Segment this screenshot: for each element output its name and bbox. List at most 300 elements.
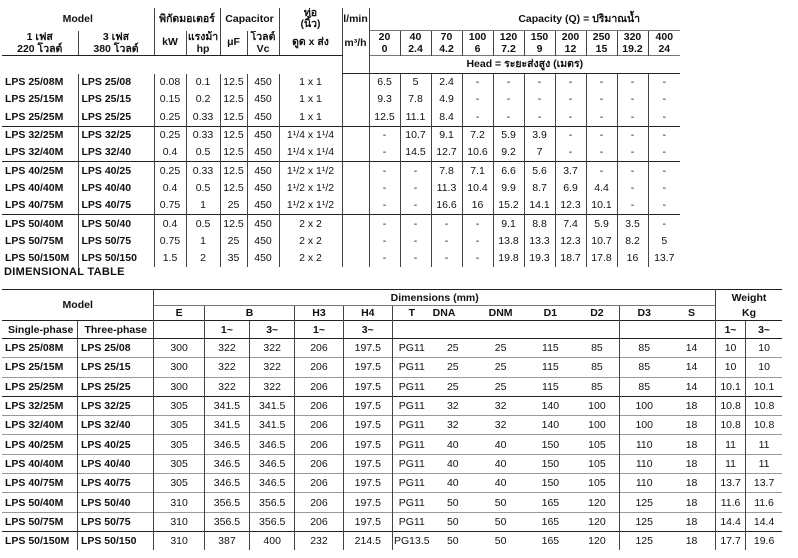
vc-value: 450 (247, 215, 279, 233)
dim-dna-value: 32 (446, 419, 459, 432)
dim-h3-value: 206 (295, 474, 343, 493)
head-value: 3.9 (524, 126, 555, 144)
head-value: - (648, 91, 680, 108)
dim-t-sub (392, 321, 430, 339)
head-value: 10.4 (462, 180, 493, 197)
model-3phase: LPS 25/25 (78, 109, 154, 127)
uf-value: 35 (220, 250, 247, 267)
dim-d3-value: 125 (620, 493, 668, 512)
head-value: - (493, 91, 524, 108)
dim-s-value: 18 (668, 531, 715, 550)
dim-d3-value: 100 (620, 416, 668, 435)
uf-value: 12.5 (220, 215, 247, 233)
head-value: - (586, 74, 617, 92)
table-row (2, 233, 680, 250)
head-value: 18.7 (555, 250, 586, 267)
dim-three-phase-header: Three-phase (77, 321, 153, 339)
head-value: - (493, 109, 524, 127)
head-value: - (369, 126, 400, 144)
hp-value: 1 (186, 233, 220, 250)
dim-d2-value: 120 (588, 496, 606, 509)
model-single-phase: LPS 32/40M (5, 419, 64, 432)
model-1phase: LPS 32/25M (2, 126, 78, 144)
dim-dnm-value: 40 (494, 457, 507, 470)
dim-h3-value: 206 (295, 339, 343, 358)
head-value: - (617, 126, 648, 144)
dim-d2-sub (575, 321, 620, 339)
dim-s-value: 18 (685, 515, 698, 528)
dim-h3-value: 232 (295, 531, 343, 550)
model-3phase: LPS 50/150 (78, 250, 154, 267)
dim-w1-value: 13.7 (715, 474, 745, 493)
kw-value: 0.25 (154, 126, 186, 144)
table-row (2, 377, 782, 396)
dim-b1-sub: 1~ (204, 321, 249, 339)
head-value: 19.3 (524, 250, 555, 267)
hp-value: 0.33 (186, 162, 220, 180)
perf-kw-header: kW (154, 31, 186, 56)
dim-dnm-sub (475, 321, 526, 339)
dim-d2-value: 120 (575, 531, 620, 550)
dim-e-sub (154, 321, 204, 339)
model-3phase: LPS 25/15 (78, 91, 154, 108)
vc-value: 450 (247, 250, 279, 267)
head-value: 19.8 (493, 250, 524, 267)
dim-h3-value: 206 (295, 396, 343, 415)
dim-d1-value: 140 (526, 396, 574, 415)
model-1phase: LPS 25/25M (5, 110, 64, 123)
dim-header-row-3 (2, 321, 782, 339)
dim-dna-value: 40 (446, 457, 459, 470)
table-row (2, 512, 782, 531)
model-3phase: LPS 50/75 (78, 233, 154, 250)
kw-value: 0.15 (154, 91, 186, 108)
flow-gap-cell (342, 250, 369, 267)
dim-col-h3: H3 (295, 306, 343, 321)
dim-header-row-1 (2, 290, 782, 306)
dim-d2-value: 105 (588, 438, 606, 451)
head-value: 10.7 (586, 233, 617, 250)
dim-d1-value: 140 (541, 419, 560, 432)
head-value: - (648, 180, 680, 197)
dim-col-d1: D1 (526, 306, 574, 321)
table-row (2, 180, 680, 197)
dim-e-value: 300 (154, 358, 204, 377)
dim-col-h4: H4 (343, 306, 392, 321)
kw-value: 0.25 (154, 162, 186, 180)
table-row (2, 126, 680, 144)
dim-t-value: PG11 (392, 512, 430, 531)
perf-model-header: Model (62, 12, 93, 25)
model-three-phase: LPS 32/25 (77, 396, 153, 415)
model-single-phase: LPS 50/75M (5, 515, 64, 528)
dim-dna-value: 50 (431, 531, 475, 550)
head-value: - (369, 215, 400, 233)
dim-w3-value: 10.1 (746, 377, 782, 396)
dim-s-value: 18 (685, 496, 698, 509)
dim-h4-value: 197.5 (343, 454, 392, 473)
table-row (2, 493, 782, 512)
head-value: - (555, 109, 586, 127)
model-three-phase: LPS 25/25 (77, 377, 153, 396)
perf-flow-col-2: 70 4.2 (431, 31, 462, 56)
hp-value: 2 (186, 250, 220, 267)
model-single-phase: LPS 25/25M (5, 380, 64, 393)
flow-gap-cell (342, 197, 369, 215)
perf-motor-header: พิกัดมอเตอร์ (154, 8, 220, 31)
head-value: - (431, 215, 462, 233)
dim-dnm-value: 50 (494, 496, 507, 509)
head-value: - (462, 91, 493, 108)
head-value: - (369, 162, 400, 180)
table-row (2, 144, 680, 162)
dim-t-value: PG11 (392, 493, 430, 512)
dim-e-value: 300 (154, 377, 204, 396)
model-single-phase: LPS 32/25M (2, 396, 77, 415)
head-value: - (648, 215, 680, 233)
dim-b3-value: 341.5 (250, 396, 295, 415)
dim-b1-value: 346.5 (204, 474, 249, 493)
head-value: 14.1 (524, 197, 555, 215)
head-value: 4.4 (586, 180, 617, 197)
dim-d2-value: 100 (588, 419, 606, 432)
dim-w3-value: 14.4 (746, 512, 782, 531)
hp-value: 0.5 (186, 215, 220, 233)
pipe-value: 1¹/4 x 1¹/4 (279, 126, 342, 144)
perf-header-row-2 (2, 31, 680, 56)
model-3phase: LPS 40/25 (78, 162, 154, 180)
dim-w1-value: 14.4 (715, 512, 745, 531)
dim-d2-value: 85 (591, 380, 603, 393)
dim-w3-value: 10.8 (746, 396, 782, 415)
dim-h4-sub: 3~ (343, 321, 392, 339)
model-3phase: LPS 32/25 (78, 126, 154, 144)
perf-capacity-title: Capacity (Q) = ปริมาณน้ำ (369, 8, 680, 31)
dim-h4-value: 197.5 (343, 377, 392, 396)
model-single-phase: LPS 25/08M (5, 342, 64, 355)
dim-dna-sub (431, 321, 475, 339)
head-value: - (617, 109, 648, 127)
kw-value: 0.75 (154, 197, 186, 215)
dim-d1-value: 115 (542, 361, 559, 374)
head-value: - (586, 91, 617, 108)
kw-value: 1.5 (154, 250, 186, 267)
head-value: 6.6 (493, 162, 524, 180)
model-three-phase: LPS 50/150 (77, 531, 153, 550)
head-value: 5.9 (493, 126, 524, 144)
vc-value: 450 (247, 109, 279, 127)
dim-s-sub (668, 321, 715, 339)
model-three-phase: LPS 32/40 (77, 416, 153, 435)
head-value: 16 (617, 250, 648, 267)
perf-header-row-3 (2, 56, 680, 74)
head-value: 4.9 (431, 91, 462, 108)
dim-h4-value: 197.5 (343, 512, 392, 531)
head-value: - (462, 109, 493, 127)
dim-b1-value: 341.5 (204, 416, 249, 435)
head-value: - (493, 74, 524, 92)
dim-e-value: 310 (154, 531, 204, 550)
dim-dnm-value: 40 (494, 477, 507, 490)
head-value: 17.8 (586, 250, 617, 267)
flow-gap-cell (342, 74, 369, 92)
dim-b3-value: 322 (250, 339, 295, 358)
model-1phase: LPS 50/40M (2, 215, 78, 233)
perf-flow-col-3: 100 6 (462, 31, 493, 56)
pipe-value: 1 x 1 (279, 74, 342, 92)
dim-d1-value: 150 (541, 457, 560, 470)
hp-value: 0.33 (186, 126, 220, 144)
dim-d3-sub (620, 321, 668, 339)
model-three-phase: LPS 25/15 (77, 358, 153, 377)
head-value: - (400, 162, 431, 180)
dim-t-value: PG11 (392, 358, 430, 377)
dim-e-value: 300 (154, 339, 204, 358)
vc-value: 450 (247, 180, 279, 197)
dim-w3-value: 11 (746, 435, 782, 454)
head-value: 6.5 (369, 74, 400, 92)
dim-dna-value: 25 (446, 361, 459, 374)
perf-header-row-1 (2, 8, 680, 31)
dim-d3-value: 125 (620, 531, 668, 550)
dim-col-dna: DNA (431, 306, 475, 321)
dim-dna-value: 50 (446, 515, 459, 528)
perf-hp-header: แรงม้า hp (187, 30, 219, 55)
pipe-value: 1¹/4 x 1¹/4 (279, 144, 342, 162)
dim-w1-value: 11 (715, 435, 745, 454)
head-value: 12.5 (369, 109, 400, 127)
dimensional-table (2, 289, 782, 550)
head-value: 6.9 (555, 180, 586, 197)
dim-dnm-value: 25 (494, 342, 507, 355)
dim-d2-value: 100 (575, 396, 620, 415)
dim-e-value: 305 (154, 435, 204, 454)
dim-d3-value: 110 (620, 454, 668, 473)
model-1phase: LPS 25/15M (5, 93, 64, 106)
head-value: 12.7 (431, 144, 462, 162)
dim-weight-header: Weight (715, 290, 782, 306)
hp-value: 1 (186, 197, 220, 215)
dim-w1-value: 10.8 (715, 396, 745, 415)
model-three-phase: LPS 50/40 (77, 493, 153, 512)
head-value: 7.4 (555, 215, 586, 233)
head-value: - (462, 233, 493, 250)
head-value: - (555, 91, 586, 108)
table-row (2, 109, 680, 127)
pipe-value: 1¹/2 x 1¹/2 (279, 197, 342, 215)
model-three-phase: LPS 40/40 (77, 454, 153, 473)
dim-e-value: 305 (154, 474, 204, 493)
table-row (2, 531, 782, 550)
head-value: - (369, 233, 400, 250)
head-value: 7 (524, 144, 555, 162)
table-row (2, 396, 782, 415)
table-row (2, 358, 782, 377)
head-value: - (648, 144, 680, 162)
head-value: 3.7 (555, 162, 586, 180)
perf-flow-col-5: 150 9 (524, 31, 555, 56)
table-row (2, 91, 680, 108)
head-value: 12.3 (555, 233, 586, 250)
dim-b3-sub: 3~ (250, 321, 295, 339)
head-value: 5 (400, 74, 431, 92)
dim-h4-value: 197.5 (343, 474, 392, 493)
model-1phase: LPS 40/25M (2, 162, 78, 180)
head-value: - (524, 91, 555, 108)
uf-value: 12.5 (220, 91, 247, 108)
head-value: 5.6 (524, 162, 555, 180)
dim-dnm-value: 50 (475, 531, 526, 550)
dim-d3-value: 85 (620, 339, 668, 358)
dim-w1-value: 10 (715, 339, 745, 358)
table-row (2, 339, 782, 358)
flow-gap-cell (342, 180, 369, 197)
dim-col-e: E (154, 306, 204, 321)
dim-w3-value: 10.8 (746, 416, 782, 435)
dim-w3-value: 10 (746, 358, 782, 377)
perf-header-spacer (2, 56, 342, 74)
dim-col-b: B (204, 306, 295, 321)
dim-t-value: PG11 (392, 377, 430, 396)
hp-value: 0.5 (186, 144, 220, 162)
perf-1phase-header: 1 เฟส 220 โวลต์ (2, 31, 78, 56)
model-single-phase: LPS 40/40M (5, 457, 64, 470)
table-row (2, 197, 680, 215)
head-value: 9.1 (431, 126, 462, 144)
dim-d1-value: 165 (526, 531, 574, 550)
head-value: 7.8 (431, 162, 462, 180)
head-value: - (555, 126, 586, 144)
head-value: - (524, 74, 555, 92)
head-value: - (369, 144, 400, 162)
head-value: - (369, 197, 400, 215)
table-row (2, 215, 680, 233)
dim-h4-value: 197.5 (343, 493, 392, 512)
head-value: 7.2 (462, 126, 493, 144)
head-value: - (617, 180, 648, 197)
dim-b1-value: 322 (204, 339, 249, 358)
pipe-value: 2 x 2 (279, 215, 342, 233)
head-value: - (648, 197, 680, 215)
dim-dna-value: 40 (446, 477, 459, 490)
dim-b3-value: 346.5 (250, 435, 295, 454)
perf-flow-col-1: 40 2.4 (400, 31, 431, 56)
head-value: 16 (462, 197, 493, 215)
dim-h3-value: 206 (295, 416, 343, 435)
head-value: 9.9 (493, 180, 524, 197)
dim-dnm-value: 25 (494, 361, 507, 374)
pipe-value: 1 x 1 (279, 91, 342, 108)
dim-b3-value: 341.5 (250, 416, 295, 435)
dim-d3-value: 125 (620, 512, 668, 531)
model-3phase: LPS 32/40 (78, 144, 154, 162)
dim-d1-value: 150 (541, 438, 560, 451)
head-value: - (555, 144, 586, 162)
vc-value: 450 (247, 91, 279, 108)
uf-value: 12.5 (220, 144, 247, 162)
perf-3phase-header: 3 เฟส 380 โวลต์ (78, 31, 154, 56)
head-value: 8.7 (524, 180, 555, 197)
dim-dna-value: 32 (431, 396, 475, 415)
dim-s-value: 18 (685, 419, 698, 432)
table-row (2, 162, 680, 180)
head-value: 10.1 (586, 197, 617, 215)
head-value: - (617, 162, 648, 180)
dim-d1-sub (526, 321, 574, 339)
head-value: - (400, 215, 431, 233)
dim-weight-unit: Kg (715, 306, 782, 321)
head-value: - (462, 215, 493, 233)
uf-value: 12.5 (220, 126, 247, 144)
head-value: - (648, 109, 680, 127)
dim-h4-value: 214.5 (343, 531, 392, 550)
head-value: 9.1 (493, 215, 524, 233)
dim-dnm-value: 25 (494, 380, 507, 393)
pipe-value: 2 x 2 (279, 233, 342, 250)
head-value: 3.5 (617, 215, 648, 233)
pipe-value: 1¹/2 x 1¹/2 (279, 162, 342, 180)
table-row (2, 416, 782, 435)
dim-w3-value: 11 (746, 454, 782, 473)
vc-value: 450 (247, 197, 279, 215)
flow-gap-cell (342, 162, 369, 180)
dim-b1-value: 356.5 (204, 512, 249, 531)
dim-dnm-value: 32 (475, 396, 526, 415)
model-single-phase: LPS 50/40M (5, 496, 64, 509)
dim-b1-value: 387 (204, 531, 249, 550)
uf-value: 12.5 (220, 180, 247, 197)
dim-b3-value: 356.5 (250, 512, 295, 531)
perf-header-gap (342, 56, 369, 74)
dim-d1-value: 150 (541, 477, 560, 490)
vc-value: 450 (247, 74, 279, 92)
dim-b1-value: 346.5 (204, 435, 249, 454)
model-1phase: LPS 50/75M (5, 234, 64, 247)
dim-d3-value: 85 (620, 358, 668, 377)
dim-w1-value: 10.1 (715, 377, 745, 396)
perf-vc-header: โวลต์ Vc (247, 31, 279, 56)
dim-t-value: PG11 (392, 396, 430, 415)
dim-h3-value: 206 (295, 512, 343, 531)
perf-m3h-label: m³/h (342, 31, 369, 56)
head-value: 9.2 (493, 144, 524, 162)
model-three-phase: LPS 40/75 (77, 474, 153, 493)
perf-head-title: Head = ระยะส่งสูง (เมตร) (369, 56, 680, 74)
model-three-phase: LPS 40/25 (77, 435, 153, 454)
head-value: - (586, 109, 617, 127)
dim-dna-value: 25 (446, 380, 459, 393)
head-value: - (462, 250, 493, 267)
dim-h3-sub: 1~ (295, 321, 343, 339)
dim-w3-value: 11.6 (746, 493, 782, 512)
dim-b3-value: 346.5 (250, 454, 295, 473)
table-row (2, 474, 782, 493)
dim-col-t: T (392, 306, 430, 321)
model-1phase: LPS 40/75M (5, 199, 64, 212)
head-value: 5 (648, 233, 680, 250)
model-1phase: LPS 50/150M (5, 252, 70, 265)
kw-value: 0.4 (154, 180, 186, 197)
head-value: - (617, 144, 648, 162)
dim-b1-value: 322 (204, 358, 249, 377)
dim-b1-value: 346.5 (204, 454, 249, 473)
dim-s-value: 14 (685, 342, 698, 355)
table-row (2, 454, 782, 473)
dim-t-value: PG11 (392, 416, 430, 435)
dim-w3-value: 19.6 (746, 531, 782, 550)
head-value: 8.2 (617, 233, 648, 250)
head-value: - (648, 126, 680, 144)
